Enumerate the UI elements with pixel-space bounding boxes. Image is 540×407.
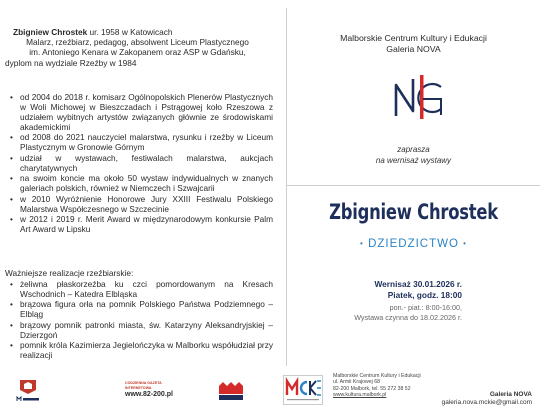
opening-hours: pon.- piat.: 8:00-16:00, Wystawa czynna do 18.02.2026 r. — [354, 303, 462, 322]
bio-line4: dyplom na wydziale Rzeźby w 1984 — [5, 57, 137, 68]
right-divider — [287, 185, 540, 186]
list-item: • od 2008 do 2021 nauczyciel malarstwa, rysunku i rzeźby w Liceum Plastycznym w Gronowie Górnym — [10, 132, 273, 153]
list-item: • brązowa figura orła na pomnik Polskiego Państwa Podziemnego – Elbląg — [10, 299, 273, 320]
bullet-icon: • — [10, 152, 13, 163]
bullet-icon: • — [10, 213, 13, 224]
bio-name: Zbigniew Chrostek — [13, 27, 88, 37]
bullet-icon: • — [10, 92, 13, 102]
gallery-contact — [442, 391, 532, 406]
malbork-brand-logo-icon — [217, 380, 247, 402]
website-link[interactable]: www.kultura.malbork.pl — [333, 391, 387, 398]
works-title: Ważniejsze realizacje rzeźbiarskie: — [5, 268, 134, 278]
works-list — [10, 279, 273, 361]
bullet-icon: • — [10, 132, 13, 143]
bullet-icon: • — [10, 319, 13, 330]
institution-contact: Malborskie Centrum Kultury i Edukacji ul. Armii Krajowej 68 82-200 Malbork, tel. 55 272 38 52 www.kultura.malbork.pl — [333, 373, 421, 398]
bullet-icon: • — [360, 239, 364, 248]
artist-bio-column — [0, 0, 278, 372]
achievements-list — [10, 92, 273, 234]
bio-intro — [5, 27, 270, 68]
opening-info: Wernisaż 30.01.2026 r. Piatek, godz. 18:00 — [374, 279, 462, 300]
list-item: • żeliwna płaskorzeźba ku czci pomordowanym na Kresach Wschodnich – Katedra Elbląska — [10, 279, 273, 299]
invitation-text: zaprasza na wernisaż wystawy — [375, 145, 452, 165]
institution-name: Malborskie Centrum Kultury i Edukacji Galeria NOVA — [340, 33, 487, 54]
bio-line3: im. Antoniego Kenara w Zakopanem oraz ASP w Gdańsku, — [29, 47, 246, 58]
bullet-icon: • — [10, 299, 13, 310]
galeria-nova-logo-icon — [391, 71, 447, 121]
artist-name: Zbigniew Chrostek — [329, 200, 498, 224]
bullet-icon: • — [10, 193, 13, 204]
bullet-icon: • — [10, 279, 13, 289]
bullet-icon: • — [463, 239, 467, 248]
footer-sponsors — [0, 372, 540, 407]
gallery-name: Galeria NOVA — [489, 391, 532, 398]
bullet-icon: • — [10, 173, 13, 184]
invitation-column — [287, 0, 540, 372]
bullet-icon: • — [10, 340, 13, 351]
bio-line2: Malarz, rzeźbiarz, pedagog, absolwent Liceum Plastycznego — [26, 37, 249, 48]
gazeta-logo — [125, 381, 185, 401]
malbork-city-logo-icon — [14, 378, 42, 404]
mckie-logo-icon — [283, 375, 323, 405]
list-item: • pomnik króla Kazimierza Jegielończyka w Malborku współudział przy realizacji — [10, 340, 273, 361]
list-item: • na swoim koncie ma około 50 wystaw indywidualnych w znanych galeriach polskich, również w Niemczech i Szwajcarii — [10, 173, 273, 194]
list-item: • w 2010 Wyróżnienie Honorowe Jury XXIII Festiwalu Polskiego Malarstwa Współczesnego w Szczecinie — [10, 193, 273, 214]
exhibition-title: • DZIEDZICTWO • — [360, 238, 467, 250]
list-item: • udział w wystawach, festiwalach malarstwa, aukcjach charytatywnych — [10, 152, 273, 173]
bio-birth: ur. 1958 w Katowicach — [87, 27, 173, 37]
gazeta-tagline: CODZIENNA GAZETA INTERNETOWA — [125, 381, 162, 390]
list-item: • brązowy pomnik patronki miasta, św. Katarzyny Aleksandryjskiej – Dzierzgoń — [10, 319, 273, 340]
list-item: • w 2012 i 2019 r. Merit Award w międzynarodowym konkursie Palm Art Award w Lipsku — [10, 213, 273, 234]
gazeta-url: www.82-200.pl — [125, 391, 173, 398]
gallery-email-link[interactable]: galeria.nova.mckie@gmail.com — [441, 398, 532, 406]
list-item: • od 2004 do 2018 r. komisarz Ogólnopolskich Plenerów Plastycznych w Woli Michowej w Bieszczadach i Pstrągowej koło Rzeszowa z udziałem wybitnych artystów związanych głównie ze środowiskami akademickimi — [10, 92, 273, 132]
